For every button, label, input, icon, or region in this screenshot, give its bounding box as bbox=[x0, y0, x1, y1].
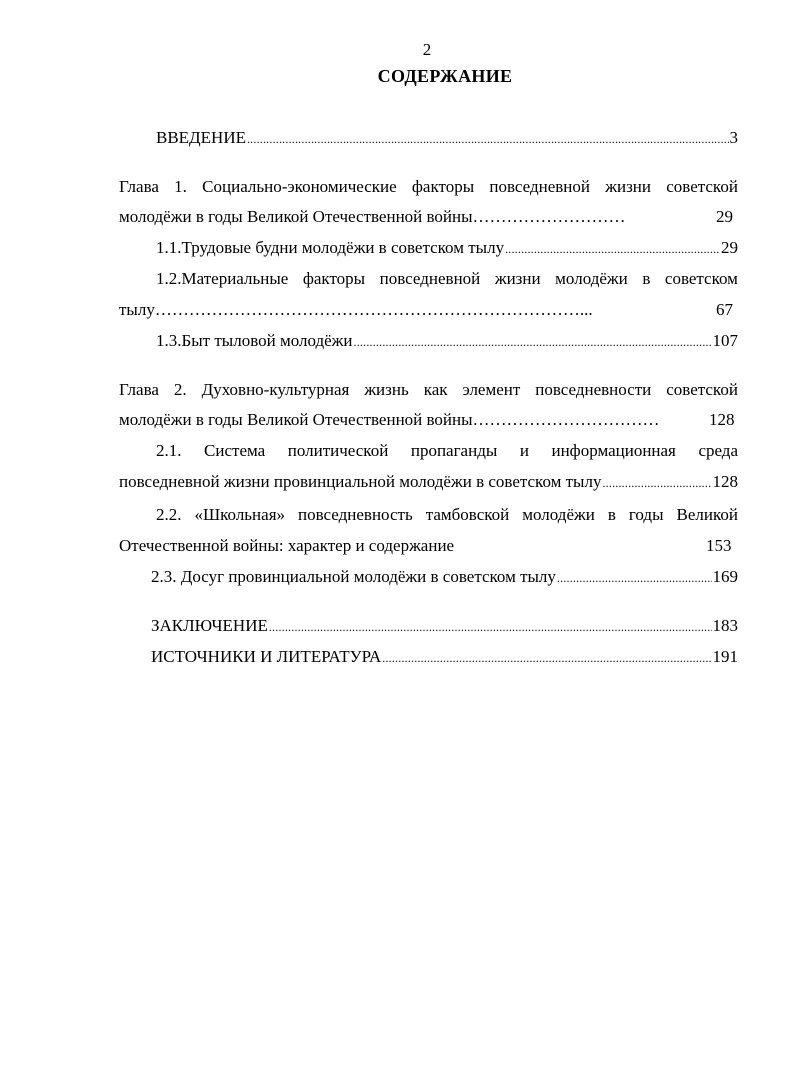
toc-chapter-2-line-1[interactable] bbox=[119, 380, 738, 400]
word: как bbox=[423, 380, 448, 399]
toc-page-number: 29 bbox=[721, 238, 738, 257]
word: молодёжи bbox=[555, 269, 628, 288]
word: повседневность bbox=[298, 505, 413, 524]
word: «Школьная» bbox=[194, 505, 286, 524]
toc-page-number: 3 bbox=[729, 128, 738, 147]
word: Глава bbox=[119, 177, 159, 196]
toc-section-1-3[interactable] bbox=[156, 331, 738, 352]
word: Глава bbox=[119, 380, 159, 399]
toc-entry-intro[interactable] bbox=[156, 128, 738, 149]
word: тамбовской bbox=[425, 505, 510, 524]
word: и bbox=[519, 441, 529, 460]
toc-entry-label: повседневной жизни провинциальной молодёжи в советском тылу bbox=[119, 472, 602, 491]
toc-entry-label: 1.1.Трудовые будни молодёжи в советском тылу bbox=[156, 238, 505, 257]
word: годы bbox=[628, 505, 664, 524]
word: среда bbox=[698, 441, 738, 460]
word: политической bbox=[287, 441, 389, 460]
toc-entry-label: 1.3.Быт тыловой молодёжи bbox=[156, 331, 353, 350]
word: пропаганды bbox=[410, 441, 498, 460]
toc-chapter-1-line-1[interactable] bbox=[119, 177, 738, 197]
word: молодёжи bbox=[522, 505, 595, 524]
toc-section-2-2-page: 153 bbox=[706, 536, 732, 555]
word: в bbox=[642, 269, 651, 288]
word: информационная bbox=[551, 441, 676, 460]
toc-leader-dots bbox=[247, 129, 729, 149]
word: советской bbox=[666, 177, 738, 196]
toc-leader-dots bbox=[354, 332, 712, 352]
toc-page-number: 183 bbox=[712, 616, 738, 635]
word: 2. bbox=[173, 380, 187, 399]
toc-chapter-2-page: 128 bbox=[709, 410, 735, 429]
word: 2.1. bbox=[156, 441, 182, 460]
word: жизнь bbox=[364, 380, 409, 399]
toc-chapter-1-page: 29 bbox=[716, 207, 733, 226]
toc-section-1-2-line-2: тылу…………………………………………………………………... bbox=[119, 300, 593, 319]
word: Великой bbox=[676, 505, 738, 524]
toc-entry-label: ИСТОЧНИКИ И ЛИТЕРАТУРА bbox=[151, 647, 382, 666]
word: в bbox=[607, 505, 616, 524]
toc-entry-conclusion[interactable] bbox=[151, 616, 738, 637]
word: повседневности bbox=[535, 380, 652, 399]
toc-leader-dots bbox=[505, 239, 720, 259]
word: 1.2.Материальные bbox=[156, 269, 289, 288]
word: Духовно-культурная bbox=[201, 380, 350, 399]
toc-section-2-1-line-1[interactable] bbox=[156, 441, 738, 461]
page-number: 2 bbox=[422, 40, 432, 59]
toc-page-number: 128 bbox=[712, 472, 738, 491]
toc-section-2-2-line-2: Отечественной войны: характер и содержание bbox=[119, 536, 455, 555]
word: жизни bbox=[494, 269, 541, 288]
toc-section-2-1-line-2[interactable] bbox=[119, 472, 738, 493]
toc-section-1-2-page: 67 bbox=[716, 300, 733, 319]
toc-entry-label: ВВЕДЕНИЕ bbox=[156, 128, 246, 147]
toc-entry-label: 2.3. Досуг провинциальной молодёжи в советском тылу bbox=[151, 567, 556, 586]
toc-leader-dots bbox=[602, 473, 711, 493]
toc-leader-dots bbox=[269, 617, 712, 637]
toc-leader-dots bbox=[382, 648, 711, 668]
toc-page-number: 169 bbox=[712, 567, 738, 586]
page-title: СОДЕРЖАНИЕ bbox=[377, 66, 513, 86]
toc-chapter-2-line-2: молодёжи в годы Великой Отечественной войны…………………………… bbox=[119, 410, 660, 429]
toc-page-number: 191 bbox=[712, 647, 738, 666]
word: повседневной bbox=[489, 177, 590, 196]
word: жизни bbox=[605, 177, 651, 196]
toc-section-2-3[interactable] bbox=[151, 567, 738, 588]
word: 1. bbox=[174, 177, 187, 196]
toc-leader-dots bbox=[557, 568, 712, 588]
toc-chapter-1-line-2: молодёжи в годы Великой Отечественной войны……………………… bbox=[119, 207, 626, 226]
word: факторы bbox=[411, 177, 475, 196]
word: 2.2. bbox=[156, 505, 182, 524]
toc-page-number: 107 bbox=[712, 331, 738, 350]
word: советской bbox=[666, 380, 738, 399]
toc-entry-label: ЗАКЛЮЧЕНИЕ bbox=[151, 616, 268, 635]
toc-entry-sources[interactable] bbox=[151, 647, 738, 668]
toc-section-1-1[interactable] bbox=[156, 238, 738, 259]
word: факторы bbox=[302, 269, 366, 288]
toc-section-2-2-line-1[interactable] bbox=[156, 505, 738, 525]
word: советском bbox=[664, 269, 738, 288]
word: Социально-экономические bbox=[202, 177, 397, 196]
toc-section-1-2-line-1[interactable] bbox=[156, 269, 738, 289]
word: повседневной bbox=[379, 269, 481, 288]
word: Система bbox=[204, 441, 266, 460]
word: элемент bbox=[462, 380, 521, 399]
